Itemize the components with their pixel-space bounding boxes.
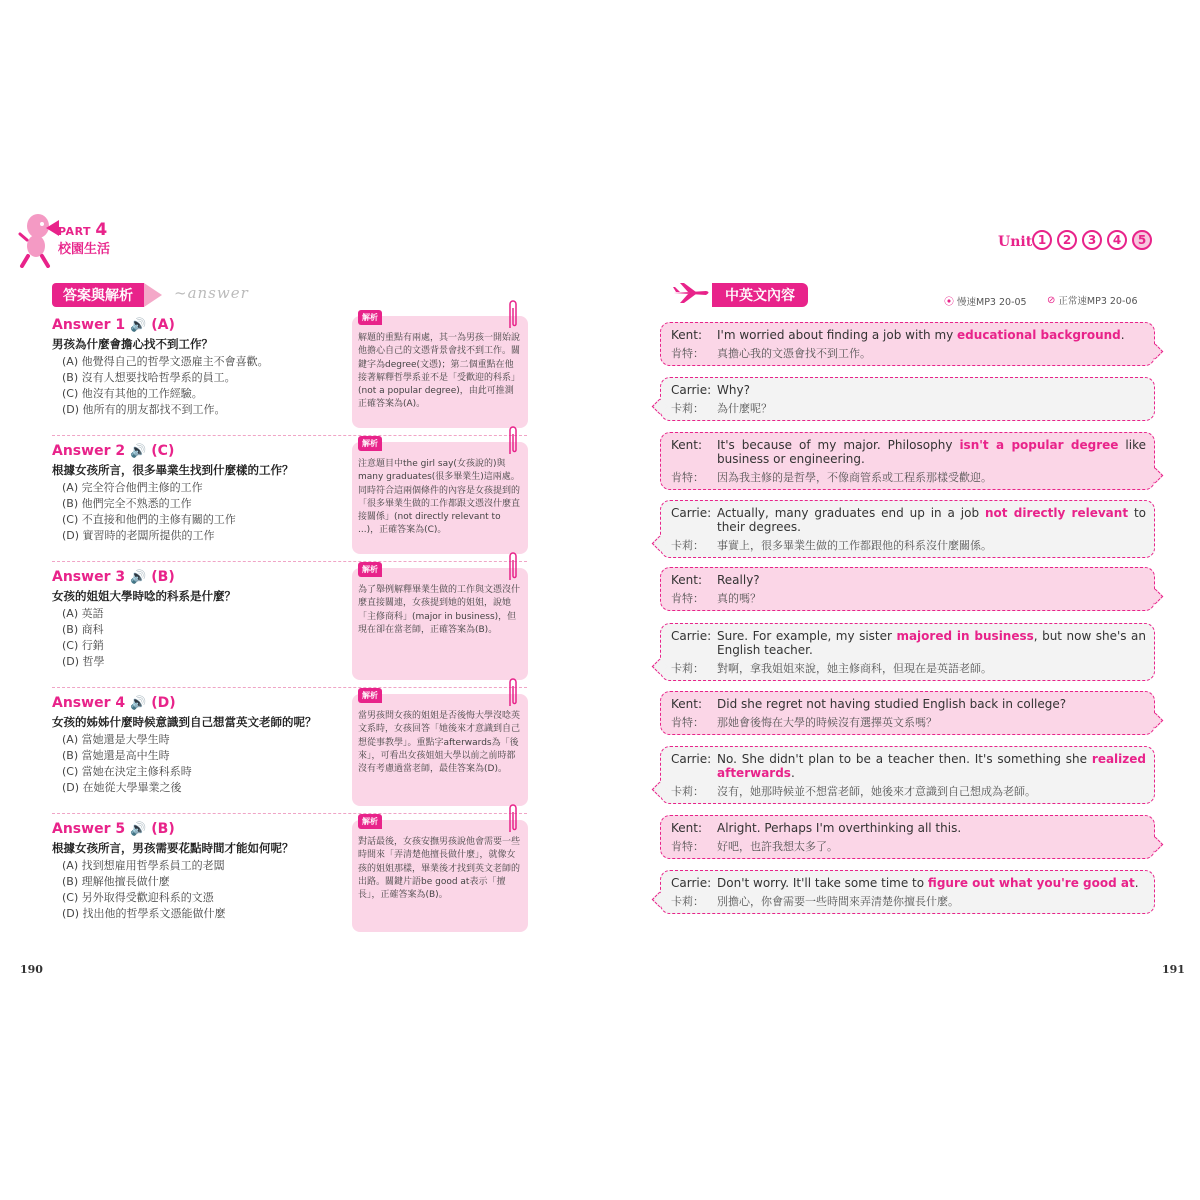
page-number-left: 190 — [20, 963, 43, 976]
dialogue-line — [660, 623, 1155, 681]
speaker-icon: 🔊 — [130, 317, 147, 333]
speaker-name-zh: 卡莉： — [671, 539, 704, 552]
option-b: (B) 沒有人想要找哈哲學系的員工。 — [62, 371, 236, 384]
option-a: (A) 當她還是大學生時 — [62, 733, 170, 746]
explanation-note — [352, 817, 528, 932]
dialogue-line — [660, 746, 1155, 804]
option-a: (A) 英語 — [62, 607, 104, 620]
paperclip-icon — [506, 802, 520, 834]
english-line: No. She didn't plan to be a teacher then. It's something she realized afterwards. — [717, 752, 1146, 780]
speaker-icon: 🔊 — [130, 569, 147, 585]
unit-5-circle[interactable]: 5 — [1132, 230, 1152, 250]
answer-heading: Answer 3 🔊 (B) — [52, 569, 175, 585]
speaker-name-zh: 肯特： — [671, 592, 704, 605]
option-d: (D) 在她從大學畢業之後 — [62, 781, 182, 794]
answer-block-4 — [52, 691, 527, 812]
speaker-name: Carrie: — [671, 752, 712, 766]
unit-navigation — [1032, 230, 1152, 250]
speaker-name-zh: 卡莉： — [671, 785, 704, 798]
option-c: (C) 行銷 — [62, 639, 104, 652]
speaker-icon: 🔊 — [130, 443, 147, 459]
page-number-right: 191 — [1162, 963, 1185, 976]
note-tag: 解析 — [358, 310, 382, 325]
speaker-name-zh: 卡莉： — [671, 662, 704, 675]
chinese-line: 好吧，也許我想太多了。 — [717, 840, 838, 853]
note-text: 對話最後，女孩安撫男孩說他會需要一些時間來「弄清楚他擅長做什麼」，就像女孩的姐姐那樣，畢業後才找到英文老師的出路。關鍵片語be good at表示「擅長」，正確答案為(B)。 — [358, 837, 521, 901]
english-line: Actually, many graduates end up in a job not directly relevant to their degrees. — [717, 506, 1147, 534]
speaker-name-zh: 卡莉： — [671, 402, 704, 415]
option-c: (C) 不直接和他們的主修有關的工作 — [62, 513, 236, 526]
dialogue-section-title: 中英文內容 — [712, 283, 808, 307]
answers-section-subtitle: ~answer — [174, 284, 249, 302]
note-text: 解題的重點有兩處，其一為男孩一開始說他擔心自己的文憑背景會找不到工作。關鍵字為degree(文憑)；第二個重點在他接著解釋哲學系並不是「受歡迎的科系」(not a popular degree)，由此可推測正確答案為(A)。 — [358, 333, 521, 410]
option-a: (A) 他覺得自己的哲學文憑雇主不會喜歡。 — [62, 355, 269, 368]
explanation-note — [352, 691, 528, 806]
dialogue-line — [660, 377, 1155, 421]
explanation-note — [352, 313, 528, 428]
unit-label: Unit — [998, 234, 1033, 250]
option-c: (C) 他沒有其他的工作經驗。 — [62, 387, 203, 400]
question-text: 女孩的姐姐大學時唸的科系是什麼？ — [52, 589, 236, 603]
speaker-name: Kent: — [671, 697, 703, 711]
note-text: 注意題目中the girl say(女孩說的)與many graduates(很多畢業生)這兩處。同時符合這兩個條件的內容是女孩提到的「很多畢業生做的工作都跟文憑沒什麼直接關係」(not directly relevant to ...)，正確答案為(C)。 — [358, 459, 521, 536]
question-text: 根據女孩所言，很多畢業生找到什麼樣的工作？ — [52, 463, 294, 477]
dialogue-line — [660, 691, 1155, 735]
answer-heading: Answer 5 🔊 (B) — [52, 821, 175, 837]
note-text: 為了舉例解釋畢業生做的工作與文憑沒什麼直接關連，女孩提到她的姐姐，說她「主修商科」(major in business)，但現在卻在當老師，正確答案為(B)。 — [358, 585, 521, 635]
dialogue-line — [660, 815, 1155, 859]
explanation-note — [352, 439, 528, 554]
dialogue-line — [660, 870, 1155, 914]
chinese-line: 沒有，她那時候並不想當老師，她後來才意識到自己想成為老師。 — [717, 785, 1036, 798]
play-circle-icon: ⊘ — [1047, 294, 1056, 306]
answer-heading: Answer 4 🔊 (D) — [52, 695, 176, 711]
section-divider — [52, 561, 527, 562]
option-d: (D) 哲學 — [62, 655, 105, 668]
chinese-line: 那她會後悔在大學的時候沒有選擇英文系嗎？ — [717, 716, 937, 729]
note-tag: 解析 — [358, 562, 382, 577]
speaker-name: Carrie: — [671, 876, 712, 890]
part-title: 校園生活 — [58, 242, 111, 257]
speaker-name: Carrie: — [671, 629, 712, 643]
speaker-name-zh: 卡莉： — [671, 895, 704, 908]
unit-1-circle[interactable]: 1 — [1032, 230, 1052, 250]
english-line: Did she regret not having studied English back in college? — [717, 697, 1067, 711]
question-text: 女孩的姊姊什麼時候意識到自己想當英文老師的呢？ — [52, 715, 317, 729]
paperclip-icon — [506, 550, 520, 582]
option-d: (D) 實習時的老闆所提供的工作 — [62, 529, 215, 542]
part-label: PART 4 — [58, 220, 108, 240]
speaker-name: Carrie: — [671, 506, 712, 520]
chinese-line: 因為我主修的是哲學，不像商管系或工程系那樣受歡迎。 — [717, 471, 992, 484]
paperclip-icon — [506, 424, 520, 456]
unit-4-circle[interactable]: 4 — [1107, 230, 1127, 250]
option-b: (B) 商科 — [62, 623, 104, 636]
question-text: 男孩為什麼會擔心找不到工作？ — [52, 337, 213, 351]
pencil-tip-icon — [144, 283, 162, 307]
unit-3-circle[interactable]: 3 — [1082, 230, 1102, 250]
chinese-line: 別擔心，你會需要一些時間來弄清楚你擅長什麼。 — [717, 895, 959, 908]
note-tag: 解析 — [358, 814, 382, 829]
answers-section-title: 答案與解析 — [52, 283, 144, 307]
option-d: (D) 他所有的朋友都找不到工作。 — [62, 403, 226, 416]
speaker-name: Kent: — [671, 573, 703, 587]
airplane-icon — [672, 282, 712, 304]
answer-heading: Answer 1 🔊 (A) — [52, 317, 175, 333]
option-d: (D) 找出他的哲學系文憑能做什麼 — [62, 907, 226, 920]
note-text: 當男孩問女孩的姐姐是否後悔大學沒唸英文系時，女孩回答「她後來才意識到自己想從事教學」。重點字afterwards為「後來」，可看出女孩姐姐大學以前之前時都沒有考慮過當老師，最佳答案為(D)。 — [358, 711, 521, 775]
english-line: Don't worry. It'll take some time to figure out what you're good at. — [717, 876, 1139, 890]
note-tag: 解析 — [358, 688, 382, 703]
speaker-name: Kent: — [671, 821, 703, 835]
answer-block-3 — [52, 565, 527, 686]
speaker-name: Kent: — [671, 328, 703, 342]
mp3-normal-track[interactable]: ⊘ 正常速MP3 20-06 — [1047, 294, 1138, 307]
chinese-line: 真的嗎？ — [717, 592, 761, 605]
dialogue-line — [660, 322, 1155, 366]
answer-heading: Answer 2 🔊 (C) — [52, 443, 175, 459]
question-text: 根據女孩所言，男孩需要花點時間才能如何呢？ — [52, 841, 294, 855]
english-line: Sure. For example, my sister majored in business, but now she's an English teacher. — [717, 629, 1147, 657]
section-divider — [52, 813, 527, 814]
unit-2-circle[interactable]: 2 — [1057, 230, 1077, 250]
english-line: Why? — [717, 383, 750, 397]
speaker-name-zh: 肯特： — [671, 471, 704, 484]
play-circle-icon: ⦿ — [944, 297, 954, 308]
english-line: Alright. Perhaps I'm overthinking all this. — [717, 821, 962, 835]
paperclip-icon — [506, 298, 520, 330]
dialogue-line — [660, 500, 1155, 558]
paperclip-icon — [506, 676, 520, 708]
english-line: Really? — [717, 573, 760, 587]
option-b: (B) 理解他擅長做什麼 — [62, 875, 170, 888]
answer-block-5 — [52, 817, 527, 938]
english-line: It's because of my major. Philosophy isn't a popular degree like business or engineering. — [717, 438, 1146, 466]
mp3-slow-track[interactable]: ⦿ 慢速MP3 20-05 — [944, 293, 1027, 308]
english-line: I'm worried about finding a job with my educational background. — [717, 328, 1125, 342]
pink-mascot-icon — [18, 210, 60, 268]
speaker-name-zh: 肯特： — [671, 716, 704, 729]
section-divider — [52, 687, 527, 688]
note-tag: 解析 — [358, 436, 382, 451]
explanation-note — [352, 565, 528, 680]
option-c: (C) 當她在決定主修科系時 — [62, 765, 192, 778]
dialogue-line — [660, 432, 1155, 490]
section-divider — [52, 435, 527, 436]
speaker-icon: 🔊 — [130, 695, 147, 711]
chinese-line: 真擔心我的文憑會找不到工作。 — [717, 347, 871, 360]
speaker-name-zh: 肯特： — [671, 347, 704, 360]
chinese-line: 對啊，拿我姐姐來說，她主修商科，但現在是英語老師。 — [717, 662, 992, 675]
chinese-line: 為什麼呢？ — [717, 402, 772, 415]
answer-block-1 — [52, 313, 527, 434]
option-b: (B) 他們完全不熟悉的工作 — [62, 497, 192, 510]
chinese-line: 事實上，很多畢業生做的工作都跟他的科系沒什麼關係。 — [717, 539, 992, 552]
option-c: (C) 另外取得受歡迎科系的文憑 — [62, 891, 214, 904]
option-a: (A) 找到想雇用哲學系員工的老闆 — [62, 859, 225, 872]
dialogue-line — [660, 567, 1155, 611]
option-a: (A) 完全符合他們主修的工作 — [62, 481, 203, 494]
speaker-name-zh: 肯特： — [671, 840, 704, 853]
option-b: (B) 當她還是高中生時 — [62, 749, 170, 762]
answer-block-2 — [52, 439, 527, 560]
speaker-name: Carrie: — [671, 383, 712, 397]
speaker-name: Kent: — [671, 438, 703, 452]
speaker-icon: 🔊 — [130, 821, 147, 837]
